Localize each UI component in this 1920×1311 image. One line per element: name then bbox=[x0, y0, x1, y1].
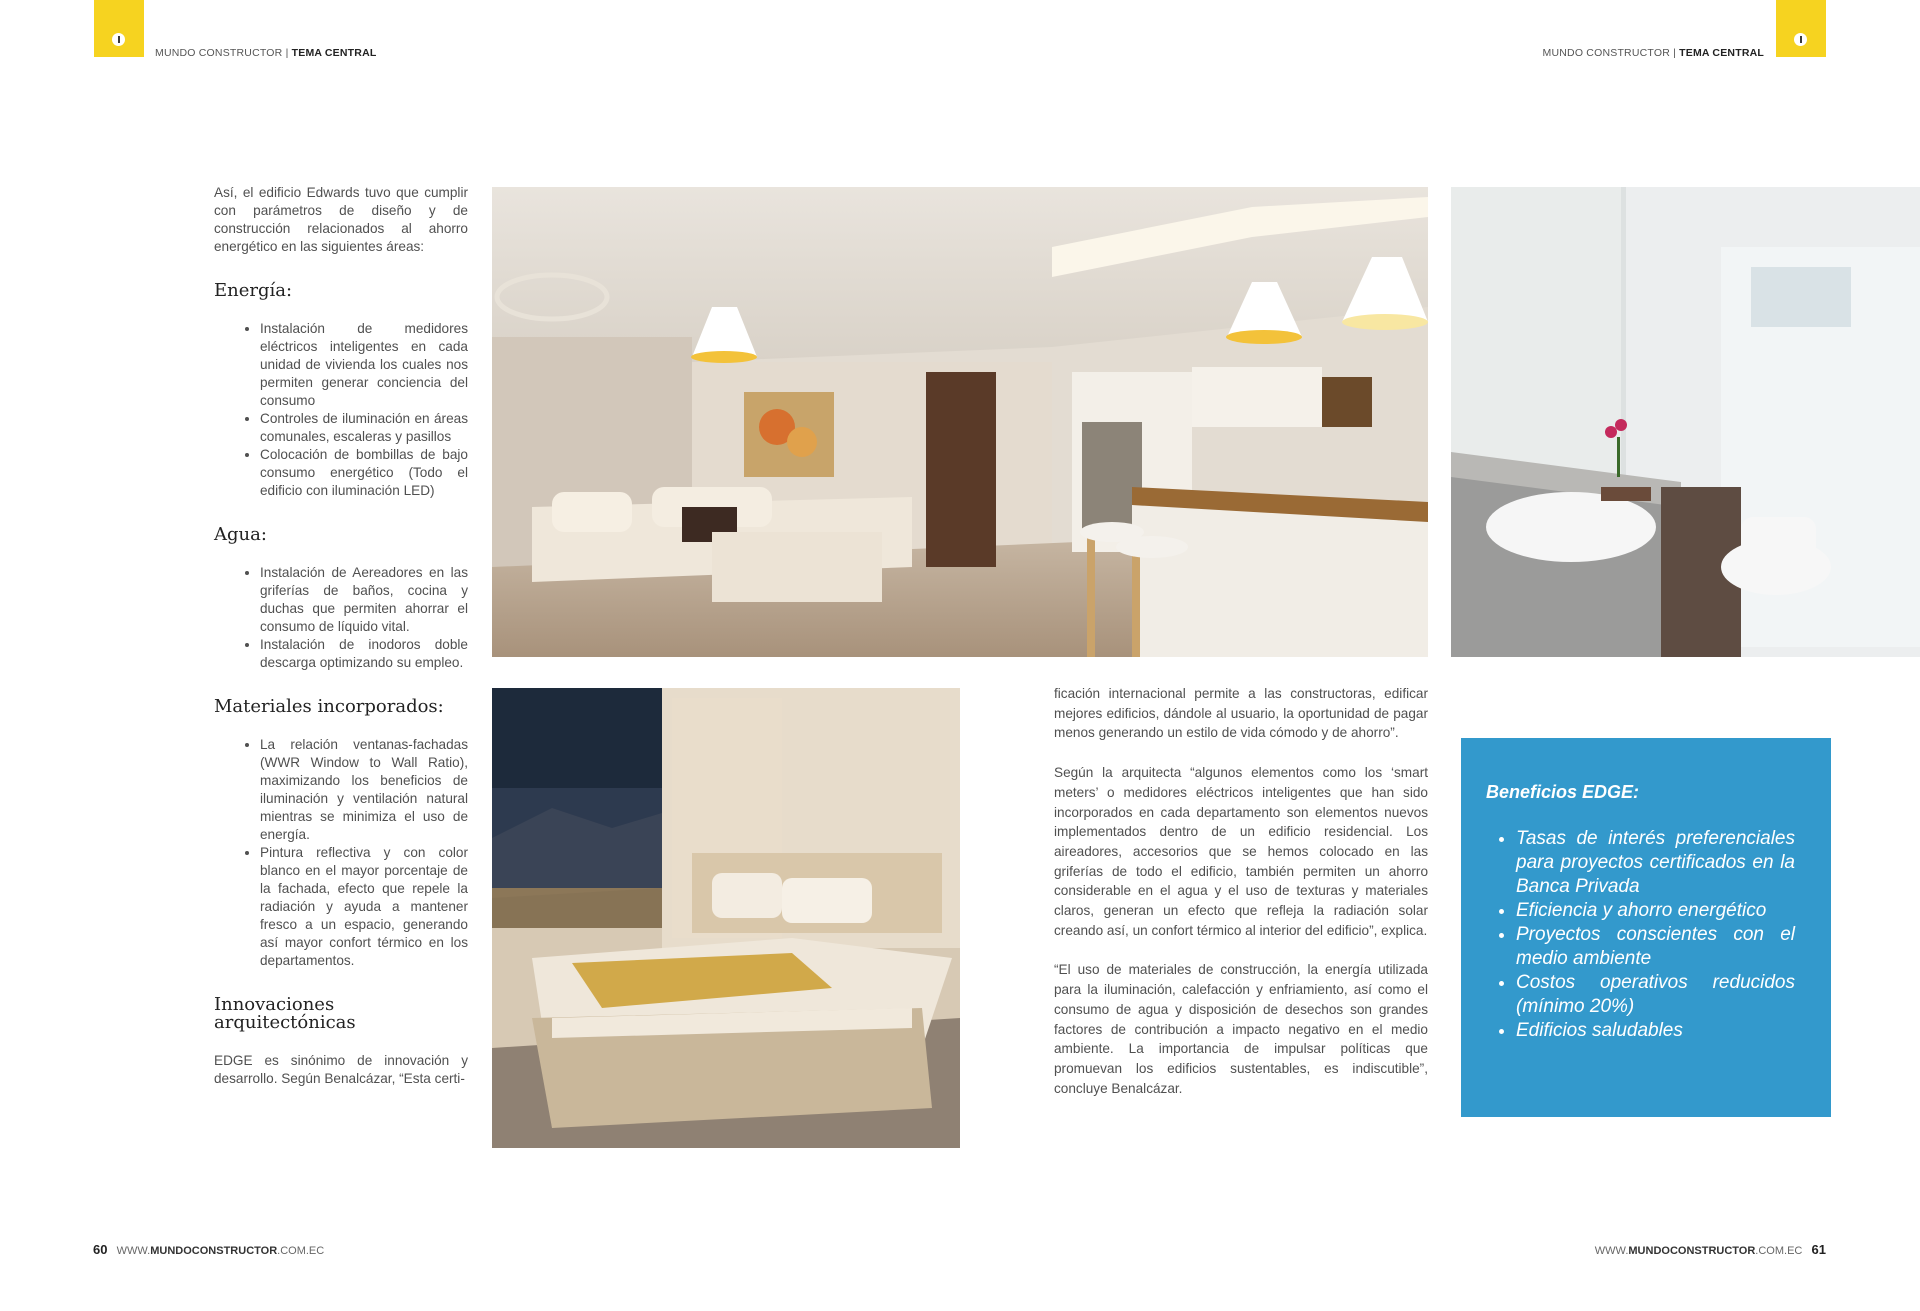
energia-list bbox=[214, 320, 468, 500]
info-icon bbox=[1794, 33, 1807, 46]
list-item: • Eficiencia y ahorro energético bbox=[1516, 899, 1795, 923]
center-paragraph-3: “El uso de materiales de construcción, la energía utilizada para la iluminación, calefacción y enfriamiento, así como el consumo de agua y disposición de desechos son grandes factores de contribución a impacto negativo en el medio ambiente. La importancia de impulsar políticas que promuevan los edificios sustentables, es indiscutible”, concluye Benalcázar. bbox=[1054, 962, 1428, 1096]
list-item: • Controles de iluminación en áreas comunales, escaleras y pasillos bbox=[260, 410, 468, 446]
living-kitchen-photo bbox=[492, 187, 1428, 657]
agua-list bbox=[214, 564, 468, 672]
website-right: WWW.MUNDOCONSTRUCTOR.COM.EC bbox=[1594, 1245, 1803, 1257]
energia-heading: Energía: bbox=[214, 280, 293, 301]
left-page-tab bbox=[94, 0, 144, 57]
benefits-title: Beneficios EDGE: bbox=[1486, 782, 1640, 802]
page-number-right: 61 bbox=[1811, 1242, 1826, 1257]
website-left: WWW.MUNDOCONSTRUCTOR.COM.EC bbox=[116, 1245, 325, 1257]
left-text-column bbox=[214, 184, 468, 1088]
center-paragraph-2: Según la arquitecta “algunos elementos como los ‘smart meters’ o medidores eléctricos inteligentes que han sido incorporados en cada departamento son elementos nuevos implementados dentro de un edificio residencial. Los aireadores, accesorios que se hemos colocado en las griferías de todo el edificio, también permiten un ahorro considerable en el agua y el uso de texturas y materiales claros, generan un efecto que refleja la radiación solar creando así, un confort térmico al interior del edificio”, explica. bbox=[1054, 765, 1428, 938]
intro-paragraph: Así, el edificio Edwards tuvo que cumplir con parámetros de diseño y de construcción relacionados al ahorro energético en las siguientes áreas: bbox=[214, 185, 468, 254]
list-item: • Pintura reflectiva y con color blanco en el mayor porcentaje de la fachada, efecto que repele la radiación y ayuda a mantener fresco a un espacio, generando así mayor confort térmico en los departamentos. bbox=[260, 844, 468, 970]
right-footer bbox=[1595, 1242, 1826, 1257]
materiales-list bbox=[214, 736, 468, 970]
list-item: • Colocación de bombillas de bajo consumo energético (Todo el edificio con iluminación LED) bbox=[260, 446, 468, 500]
benefits-box bbox=[1461, 738, 1831, 1117]
left-running-header: MUNDO CONSTRUCTOR | TEMA CENTRAL bbox=[155, 47, 377, 59]
list-item: • Instalación de inodoros doble descarga optimizando su empleo. bbox=[260, 636, 468, 672]
list-item: • Instalación de Aereadores en las griferías de baños, cocina y duchas que permiten ahorrar el consumo de líquido vital. bbox=[260, 564, 468, 636]
center-paragraph-1: ficación internacional permite a las constructoras, edificar mejores edificios, dándole al usuario, la oportunidad de pagar menos generando un estilo de vida cómodo y de ahorro”. bbox=[1054, 686, 1428, 741]
agua-heading: Agua: bbox=[214, 524, 267, 545]
left-footer bbox=[93, 1242, 324, 1257]
innovaciones-paragraph: EDGE es sinónimo de innovación y desarrollo. Según Benalcázar, “Esta certi- bbox=[214, 1053, 468, 1086]
list-item: • Edificios saludables bbox=[1516, 1019, 1795, 1043]
right-page-tab bbox=[1776, 0, 1826, 57]
list-item: • Tasas de interés preferenciales para proyectos certificados en la Banca Privada bbox=[1516, 827, 1795, 899]
center-text-column bbox=[1054, 684, 1428, 1098]
materiales-heading: Materiales incorporados: bbox=[214, 696, 444, 717]
list-item: • Proyectos conscientes con el medio ambiente bbox=[1516, 923, 1795, 971]
right-running-header: MUNDO CONSTRUCTOR | TEMA CENTRAL bbox=[1542, 47, 1764, 59]
innovaciones-heading: Innovaciones arquitectónicas bbox=[214, 994, 356, 1033]
list-item: • Instalación de medidores eléctricos inteligentes en cada unidad de vivienda los cuales nos permiten generar conciencia del consumo bbox=[260, 320, 468, 410]
bathroom-photo bbox=[1451, 187, 1920, 657]
list-item: • La relación ventanas-fachadas (WWR Window to Wall Ratio), maximizando los beneficios de iluminación y ventilación natural mientras se minimiza el uso de energía. bbox=[260, 736, 468, 844]
info-icon bbox=[112, 33, 125, 46]
bedroom-photo bbox=[492, 688, 960, 1148]
list-item: • Costos operativos reducidos (mínimo 20%) bbox=[1516, 971, 1795, 1019]
page-number-left: 60 bbox=[93, 1242, 108, 1257]
benefits-list bbox=[1461, 827, 1831, 1043]
